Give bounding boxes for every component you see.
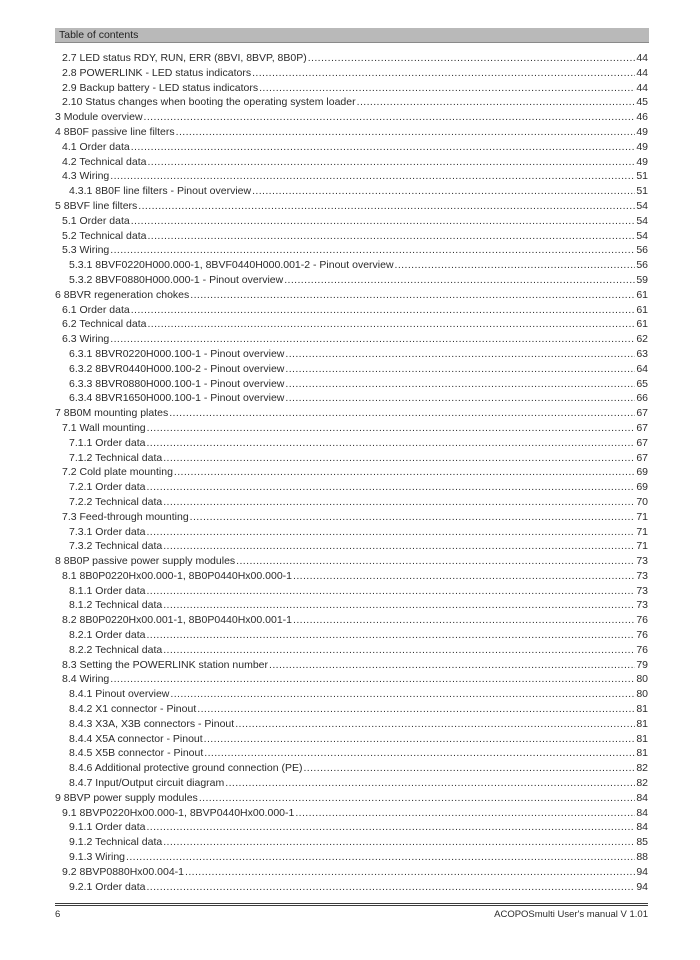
toc-leader-dots bbox=[225, 776, 635, 791]
toc-entry-page: 61 bbox=[636, 318, 648, 331]
toc-entry-label: 2.10 Status changes when booting the operating system loader bbox=[62, 96, 356, 109]
toc-entry-page: 65 bbox=[636, 377, 648, 390]
toc-leader-dots bbox=[285, 377, 635, 392]
toc-entry-page: 61 bbox=[636, 303, 648, 316]
toc-entry-page: 54 bbox=[636, 229, 648, 242]
page-footer bbox=[55, 903, 648, 920]
toc-leader-dots bbox=[131, 303, 636, 318]
toc-entry-page: 73 bbox=[636, 584, 648, 597]
toc-entry-label: 8.2.1 Order data bbox=[69, 629, 146, 642]
toc-entry[interactable] bbox=[55, 406, 648, 421]
toc-entry-page: 67 bbox=[636, 436, 648, 449]
toc-leader-dots bbox=[163, 495, 635, 510]
toc-leader-dots bbox=[163, 643, 635, 658]
toc-entry[interactable] bbox=[55, 451, 648, 466]
toc-entry[interactable] bbox=[55, 377, 648, 392]
toc-entry-label: 7.2.2 Technical data bbox=[69, 495, 163, 508]
toc-entry-page: 81 bbox=[636, 732, 648, 745]
toc-leader-dots bbox=[163, 835, 635, 850]
toc-entry[interactable] bbox=[55, 525, 648, 540]
toc-entry[interactable] bbox=[55, 628, 648, 643]
toc-entry[interactable] bbox=[55, 229, 648, 244]
toc-entry-label: 6.3.1 8BVR0220H000.100-1 - Pinout overview bbox=[69, 347, 285, 360]
toc-leader-dots bbox=[236, 554, 635, 569]
footer-row bbox=[55, 909, 648, 920]
toc-entry-label: 7.1.2 Technical data bbox=[69, 451, 163, 464]
toc-entry-page: 94 bbox=[636, 865, 648, 878]
toc-entry-label: 8.4.7 Input/Output circuit diagram bbox=[69, 777, 225, 790]
toc-entry-label: 8.3 Setting the POWERLINK station number bbox=[62, 658, 269, 671]
toc-entry-label: 9.2.1 Order data bbox=[69, 880, 146, 893]
toc-leader-dots bbox=[357, 95, 636, 110]
toc-leader-dots bbox=[204, 732, 636, 747]
toc-entry-page: 88 bbox=[636, 851, 648, 864]
toc-entry-page: 84 bbox=[636, 806, 648, 819]
toc-entry-page: 44 bbox=[636, 81, 648, 94]
toc-entry-label: 5.3.1 8BVF0220H000.000-1, 8BVF0440H000.001-2 - Pinout overview bbox=[69, 259, 394, 272]
toc-leader-dots bbox=[235, 717, 635, 732]
toc-entry[interactable] bbox=[55, 288, 648, 303]
toc-leader-dots bbox=[147, 229, 635, 244]
toc-entry-label: 5.1 Order data bbox=[62, 214, 130, 227]
toc-entry-page: 76 bbox=[636, 614, 648, 627]
toc-leader-dots bbox=[126, 850, 635, 865]
page-header-bar bbox=[55, 28, 649, 43]
toc-entry[interactable] bbox=[55, 495, 648, 510]
toc-entry[interactable] bbox=[55, 835, 648, 850]
toc-leader-dots bbox=[147, 421, 636, 436]
toc-entry[interactable] bbox=[55, 584, 648, 599]
toc-entry-page: 76 bbox=[636, 643, 648, 656]
toc-entry-page: 71 bbox=[636, 540, 648, 553]
toc-entry[interactable] bbox=[55, 66, 648, 81]
toc-entry[interactable] bbox=[55, 850, 648, 865]
toc-entry-label: 9 8BVP power supply modules bbox=[55, 791, 198, 804]
toc-entry[interactable] bbox=[55, 81, 648, 96]
toc-entry-label: 6.3.2 8BVR0440H000.100-2 - Pinout overview bbox=[69, 362, 285, 375]
toc-leader-dots bbox=[110, 672, 635, 687]
footer-rule bbox=[55, 903, 648, 906]
toc-entry-label: 8.4.4 X5A connector - Pinout bbox=[69, 732, 203, 745]
toc-leader-dots bbox=[163, 451, 635, 466]
toc-entry-page: 59 bbox=[636, 273, 648, 286]
toc-entry[interactable] bbox=[55, 613, 648, 628]
toc-entry-label: 2.9 Backup battery - LED status indicators bbox=[62, 81, 259, 94]
toc-entry-label: 4 8B0F passive line filters bbox=[55, 125, 175, 138]
footer-manual-title: ACOPOSmulti User's manual V 1.01 bbox=[494, 909, 648, 920]
toc-entry-page: 71 bbox=[636, 525, 648, 538]
footer-page-number: 6 bbox=[55, 909, 61, 920]
toc-entry[interactable] bbox=[55, 687, 648, 702]
toc-entry-label: 6.2 Technical data bbox=[62, 318, 147, 331]
toc-leader-dots bbox=[146, 820, 635, 835]
toc-entry-page: 71 bbox=[636, 510, 648, 523]
toc-leader-dots bbox=[110, 332, 635, 347]
toc-entry[interactable] bbox=[55, 732, 648, 747]
toc-entry-label: 9.1 8BVP0220Hx00.000-1, 8BVP0440Hx00.000-1 bbox=[62, 806, 295, 819]
toc-entry-label: 2.8 POWERLINK - LED status indicators bbox=[62, 66, 252, 79]
toc-entry-page: 49 bbox=[636, 155, 648, 168]
toc-leader-dots bbox=[285, 362, 635, 377]
toc-entry[interactable] bbox=[55, 598, 648, 613]
toc-entry[interactable] bbox=[55, 820, 648, 835]
toc-entry[interactable] bbox=[55, 110, 648, 125]
toc-entry[interactable] bbox=[55, 243, 648, 258]
toc-leader-dots bbox=[308, 51, 636, 66]
toc-entry[interactable] bbox=[55, 199, 648, 214]
toc-leader-dots bbox=[174, 465, 635, 480]
toc-entry-label: 6 8BVR regeneration chokes bbox=[55, 288, 190, 301]
toc-leader-dots bbox=[293, 613, 635, 628]
toc-entry[interactable] bbox=[55, 332, 648, 347]
toc-entry-page: 80 bbox=[636, 688, 648, 701]
toc-entry-page: 82 bbox=[636, 777, 648, 790]
toc-entry-page: 64 bbox=[636, 362, 648, 375]
toc-entry-page: 94 bbox=[636, 880, 648, 893]
toc-leader-dots bbox=[131, 214, 636, 229]
toc-entry-page: 62 bbox=[636, 333, 648, 346]
toc-entry[interactable] bbox=[55, 273, 648, 288]
toc-entry-page: 73 bbox=[636, 555, 648, 568]
toc-entry-page: 66 bbox=[636, 392, 648, 405]
toc-entry[interactable] bbox=[55, 539, 648, 554]
toc-entry-page: 73 bbox=[636, 599, 648, 612]
toc-entry[interactable] bbox=[55, 761, 648, 776]
toc-leader-dots bbox=[110, 169, 635, 184]
toc-entry-page: 82 bbox=[636, 762, 648, 775]
toc-entry-label: 4.3.1 8B0F line filters - Pinout overview bbox=[69, 185, 252, 198]
toc-entry-label: 8.4.2 X1 connector - Pinout bbox=[69, 703, 197, 716]
toc-leader-dots bbox=[163, 598, 635, 613]
toc-entry[interactable] bbox=[55, 258, 648, 273]
toc-leader-dots bbox=[146, 584, 635, 599]
toc-leader-dots bbox=[252, 66, 635, 81]
toc-entry[interactable] bbox=[55, 569, 648, 584]
toc-leader-dots bbox=[293, 569, 635, 584]
toc-entry-page: 44 bbox=[636, 52, 648, 64]
toc-entry-page: 84 bbox=[636, 791, 648, 804]
toc-leader-dots bbox=[138, 199, 635, 214]
toc-entry-page: 84 bbox=[636, 821, 648, 834]
toc-entry-label: 4.3 Wiring bbox=[62, 170, 110, 183]
toc-entry-label: 5 8BVF line filters bbox=[55, 199, 138, 212]
toc-entry-label: 8.4.5 X5B connector - Pinout bbox=[69, 747, 204, 760]
toc-entry-label: 9.1.1 Order data bbox=[69, 821, 146, 834]
toc-entry-label: 6.3 Wiring bbox=[62, 333, 110, 346]
toc-leader-dots bbox=[199, 791, 636, 806]
toc-entry-label: 7.2.1 Order data bbox=[69, 481, 146, 494]
toc-entry-page: 81 bbox=[636, 747, 648, 760]
toc-entry[interactable] bbox=[55, 421, 648, 436]
toc-entry[interactable] bbox=[55, 554, 648, 569]
toc-leader-dots bbox=[169, 406, 635, 421]
toc-leader-dots bbox=[197, 702, 635, 717]
toc-entry-label: 8.1.1 Order data bbox=[69, 584, 146, 597]
toc-entry-label: 7.1.1 Order data bbox=[69, 436, 146, 449]
toc-entry[interactable] bbox=[55, 465, 648, 480]
toc-entry-label: 6.3.3 8BVR0880H000.100-1 - Pinout overview bbox=[69, 377, 285, 390]
toc-entry-label: 9.1.2 Technical data bbox=[69, 836, 163, 849]
toc-entry[interactable] bbox=[55, 95, 648, 110]
toc-entry-page: 44 bbox=[636, 66, 648, 79]
toc-leader-dots bbox=[295, 806, 635, 821]
toc-entry-page: 45 bbox=[636, 96, 648, 109]
toc-entry-page: 67 bbox=[636, 451, 648, 464]
toc-leader-dots bbox=[146, 880, 635, 895]
toc-entry[interactable] bbox=[55, 317, 648, 332]
toc-entry[interactable] bbox=[55, 658, 648, 673]
toc-entry-page: 80 bbox=[636, 673, 648, 686]
toc-entry-label: 8.4.3 X3A, X3B connectors - Pinout bbox=[69, 717, 235, 730]
page-header-title: Table of contents bbox=[59, 29, 139, 41]
toc-entry[interactable] bbox=[55, 436, 648, 451]
toc-leader-dots bbox=[163, 539, 635, 554]
toc-entry-page: 56 bbox=[636, 244, 648, 257]
toc-entry-page: 54 bbox=[636, 214, 648, 227]
toc-entry-label: 7.1 Wall mounting bbox=[62, 421, 146, 434]
toc-leader-dots bbox=[146, 628, 635, 643]
toc-entry-label: 9.1.3 Wiring bbox=[69, 851, 126, 864]
toc-entry-label: 8.1 8B0P0220Hx00.000-1, 8B0P0440Hx00.000-1 bbox=[62, 569, 293, 582]
toc-leader-dots bbox=[144, 110, 636, 125]
toc-entry[interactable] bbox=[55, 303, 648, 318]
toc-entry-page: 61 bbox=[636, 288, 648, 301]
toc-entry-page: 85 bbox=[636, 836, 648, 849]
toc-entry-label: 4.1 Order data bbox=[62, 140, 130, 153]
toc-leader-dots bbox=[259, 81, 635, 96]
toc-entry[interactable] bbox=[55, 214, 648, 229]
toc-entry[interactable] bbox=[55, 746, 648, 761]
toc-leader-dots bbox=[285, 347, 635, 362]
toc-entry-page: 76 bbox=[636, 629, 648, 642]
toc-leader-dots bbox=[190, 510, 636, 525]
toc-entry-page: 51 bbox=[636, 170, 648, 183]
toc-leader-dots bbox=[395, 258, 636, 273]
toc-entry-label: 8.4.1 Pinout overview bbox=[69, 688, 170, 701]
toc-leader-dots bbox=[284, 273, 635, 288]
toc-entry[interactable] bbox=[55, 347, 648, 362]
toc-leader-dots bbox=[146, 525, 635, 540]
toc-entry-page: 70 bbox=[636, 495, 648, 508]
toc-entry-label: 5.2 Technical data bbox=[62, 229, 147, 242]
toc-entry-label: 9.2 8BVP0880Hx00.004-1 bbox=[62, 865, 185, 878]
toc-entry-page: 79 bbox=[636, 658, 648, 671]
toc-entry-label: 7.3.2 Technical data bbox=[69, 540, 163, 553]
toc-entry[interactable] bbox=[55, 510, 648, 525]
toc-entry-label: 8.2.2 Technical data bbox=[69, 643, 163, 656]
toc-entry-label: 3 Module overview bbox=[55, 111, 143, 124]
toc-entry[interactable] bbox=[55, 717, 648, 732]
toc-entry-label: 7.3 Feed-through mounting bbox=[62, 510, 189, 523]
toc-leader-dots bbox=[147, 317, 635, 332]
toc-entry-label: 7.3.1 Order data bbox=[69, 525, 146, 538]
toc-leader-dots bbox=[303, 761, 635, 776]
toc-entry[interactable] bbox=[55, 672, 648, 687]
toc-entry[interactable] bbox=[55, 184, 648, 199]
toc-leader-dots bbox=[204, 746, 635, 761]
toc-leader-dots bbox=[190, 288, 635, 303]
toc-leader-dots bbox=[131, 140, 636, 155]
toc-leader-dots bbox=[176, 125, 636, 140]
toc-entry-label: 8.1.2 Technical data bbox=[69, 599, 163, 612]
toc-list bbox=[55, 51, 648, 894]
toc-entry-page: 81 bbox=[636, 717, 648, 730]
toc-entry[interactable] bbox=[55, 643, 648, 658]
toc-entry-label: 5.3 Wiring bbox=[62, 244, 110, 257]
toc-entry[interactable] bbox=[55, 155, 648, 170]
toc-entry-label: 2.7 LED status RDY, RUN, ERR (8BVI, 8BVP, 8B0P) bbox=[62, 52, 307, 64]
toc-entry-label: 8.4 Wiring bbox=[62, 673, 110, 686]
toc-entry-label: 7 8B0M mounting plates bbox=[55, 407, 169, 420]
toc-entry-label: 8.2 8B0P0220Hx00.001-1, 8B0P0440Hx00.001-1 bbox=[62, 614, 293, 627]
toc-entry-label: 6.1 Order data bbox=[62, 303, 130, 316]
toc-entry-page: 54 bbox=[636, 199, 648, 212]
toc-leader-dots bbox=[170, 687, 635, 702]
toc-entry-page: 67 bbox=[636, 407, 648, 420]
toc-entry[interactable] bbox=[55, 806, 648, 821]
toc-leader-dots bbox=[110, 243, 635, 258]
toc-entry[interactable] bbox=[55, 362, 648, 377]
toc-entry-page: 56 bbox=[636, 259, 648, 272]
toc-entry-page: 81 bbox=[636, 703, 648, 716]
toc-entry-label: 8 8B0P passive power supply modules bbox=[55, 555, 236, 568]
toc-entry-page: 49 bbox=[636, 140, 648, 153]
toc-entry-page: 51 bbox=[636, 185, 648, 198]
toc-leader-dots bbox=[147, 155, 635, 170]
toc-leader-dots bbox=[185, 865, 635, 880]
toc-entry[interactable] bbox=[55, 880, 648, 895]
toc-entry[interactable] bbox=[55, 51, 648, 66]
toc-entry-page: 67 bbox=[636, 421, 648, 434]
toc-leader-dots bbox=[252, 184, 635, 199]
toc-entry[interactable] bbox=[55, 125, 648, 140]
toc-entry[interactable] bbox=[55, 865, 648, 880]
toc-leader-dots bbox=[269, 658, 635, 673]
toc-entry-label: 8.4.6 Additional protective ground connection (PE) bbox=[69, 762, 303, 775]
toc-entry[interactable] bbox=[55, 702, 648, 717]
toc-entry[interactable] bbox=[55, 791, 648, 806]
toc-entry-label: 7.2 Cold plate mounting bbox=[62, 466, 173, 479]
toc-entry[interactable] bbox=[55, 169, 648, 184]
toc-entry[interactable] bbox=[55, 776, 648, 791]
toc-entry-page: 49 bbox=[636, 125, 648, 138]
toc-entry[interactable] bbox=[55, 391, 648, 406]
toc-entry[interactable] bbox=[55, 480, 648, 495]
toc-entry-page: 73 bbox=[636, 569, 648, 582]
toc-entry-page: 46 bbox=[636, 111, 648, 124]
toc-entry-label: 5.3.2 8BVF0880H000.000-1 - Pinout overview bbox=[69, 273, 284, 286]
toc-entry-page: 69 bbox=[636, 466, 648, 479]
toc-entry[interactable] bbox=[55, 140, 648, 155]
toc-entry-page: 69 bbox=[636, 481, 648, 494]
toc-entry-page: 63 bbox=[636, 347, 648, 360]
toc-entry-label: 4.2 Technical data bbox=[62, 155, 147, 168]
toc-leader-dots bbox=[146, 436, 635, 451]
toc-leader-dots bbox=[285, 391, 635, 406]
toc-leader-dots bbox=[146, 480, 635, 495]
toc-entry-label: 6.3.4 8BVR1650H000.100-1 - Pinout overview bbox=[69, 392, 285, 405]
